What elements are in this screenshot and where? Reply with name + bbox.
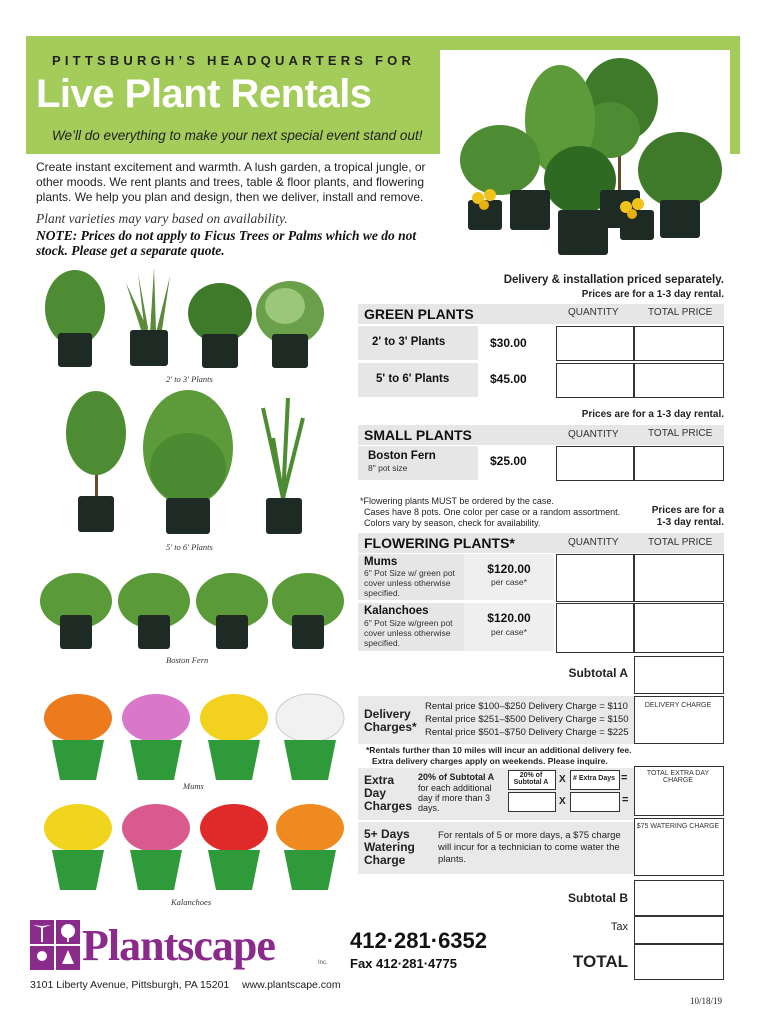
caption-large-plants: 5' to 6' Plants [166, 542, 213, 552]
caption-kalanchoes: Kalanchoes [171, 897, 212, 907]
tax-label: Tax [610, 921, 628, 933]
extra-day-eq-bottom: = [622, 794, 629, 806]
kalanchoes-quantity-input[interactable] [556, 603, 634, 653]
mums-detail: 6" Pot Size w/ green pot cover unless otherwise specified. [364, 568, 455, 598]
delivery-label-line-2: Charges* [364, 720, 417, 734]
varieties-note: Plant varieties may vary based on availability. [36, 211, 288, 226]
flowering-note-line-1: *Flowering plants MUST be ordered by the case. [360, 496, 554, 506]
flowering-note-line-2: Cases have 8 pots. One color per case or a random assortment. [364, 507, 621, 517]
extra-day-calc-b: # Extra Days [572, 775, 616, 782]
caption-boston-fern: Boston Fern [166, 655, 209, 665]
kalanchoes-image [38, 800, 348, 897]
kalanchoes-label: Kalanchoes [364, 605, 429, 617]
green-row-1-label: 2' to 3' Plants [372, 336, 446, 348]
watering-label-line-3: Charge [364, 853, 406, 867]
green-plants-title: GREEN PLANTS [364, 306, 474, 322]
company-website[interactable]: www.plantscape.com [242, 979, 341, 991]
green-row-1-total-input[interactable] [634, 326, 724, 361]
flowering-quantity-column-header: QUANTITY [568, 537, 619, 548]
extra-day-label [364, 774, 412, 813]
flowering-note-line-3: Colors vary by season, check for availability. [364, 518, 541, 528]
flowering-rental-note-line-1: Prices are for a [651, 505, 724, 516]
watering-label [364, 828, 415, 867]
palm-tree-icon [30, 920, 80, 972]
extra-days-value-input[interactable] [570, 792, 620, 812]
rental-note: Prices are for a 1-3 day rental. [581, 289, 724, 300]
extra-day-calc-a: 20% of Subtotal A [513, 772, 549, 786]
small-row-quantity-input[interactable] [556, 446, 634, 481]
kalanchoes-unit: per case* [491, 627, 527, 637]
subtotal-a-input[interactable] [634, 656, 724, 694]
small-plants-rental-note: Prices are for a 1-3 day rental. [581, 409, 724, 420]
mums-total-input[interactable] [634, 554, 724, 602]
mums-unit: per case* [491, 577, 527, 587]
green-row-2-quantity-input[interactable] [556, 363, 634, 398]
kalanchoes-total-input[interactable] [634, 603, 724, 653]
watering-label-line-2: Watering [364, 840, 415, 854]
delivery-footnote-line-2: Extra delivery charges apply on weekends. Please inquire. [372, 756, 608, 766]
total-extra-day-charge-label: TOTAL EXTRA DAY CHARGE [646, 770, 710, 784]
flowering-total-price-column-header: TOTAL PRICE [648, 537, 713, 548]
quantity-column-header: QUANTITY [568, 307, 619, 318]
caption-small-plants: 2' to 3' Plants [166, 374, 213, 384]
tax-input[interactable] [634, 916, 724, 944]
subtotal-b-input[interactable] [634, 880, 724, 916]
delivery-line-3: Rental price $501–$750 Delivery Charge = $225 [425, 727, 629, 738]
small-plants-image [30, 268, 330, 378]
delivery-footnote-line-1: *Rentals further than 10 miles will incur an additional delivery fee. [366, 745, 632, 755]
mums-quantity-input[interactable] [556, 554, 634, 602]
large-plants-image [48, 388, 308, 541]
plantscape-logo [30, 920, 80, 977]
header-tagline: We’ll do everything to make your next special event stand out! [52, 128, 423, 143]
total-price-column-header: TOTAL PRICE [648, 307, 713, 318]
small-plants-title: SMALL PLANTS [364, 427, 472, 443]
boston-fern-image [38, 563, 348, 658]
small-quantity-column-header: QUANTITY [568, 429, 619, 440]
small-total-price-column-header: TOTAL PRICE [648, 428, 713, 439]
revision-date: 10/18/19 [690, 996, 723, 1006]
price-note: NOTE: Prices do not apply to Ficus Trees or Palms which we do not stock. Please get a separate quote. [36, 228, 417, 258]
small-row-label: Boston Fern [368, 450, 436, 462]
kalanchoes-price: $120.00 [487, 611, 531, 625]
extra-day-eq-top: = [621, 772, 628, 784]
company-fax: Fax 412·281·4775 [350, 956, 457, 971]
extra-day-desc: for each additional day if more than 3 days. [418, 783, 492, 813]
small-row-price: $25.00 [490, 454, 527, 468]
delivery-line-2: Rental price $251–$500 Delivery Charge = $150 [425, 714, 629, 725]
header-kicker: PITTSBURGH’S HEADQUARTERS FOR [52, 53, 416, 68]
caption-mums: Mums [183, 781, 204, 791]
subtotal-a-label: Subtotal A [568, 666, 628, 680]
extra-day-subtotal-value-input[interactable] [508, 792, 556, 812]
green-row-1-quantity-input[interactable] [556, 326, 634, 361]
page-title: Live Plant Rentals [36, 72, 372, 116]
delivery-note: Delivery & installation priced separately. [503, 274, 724, 286]
delivery-label-line-1: Delivery [364, 707, 411, 721]
green-row-2-price: $45.00 [490, 372, 527, 386]
extra-day-x-bottom: X [559, 796, 566, 807]
watering-label-line-1: 5+ Days [364, 827, 410, 841]
watering-desc: For rentals of 5 or more days, a $75 charge will incur for a technician to come water the plants. [438, 830, 621, 865]
small-row-detail: 8" pot size [368, 463, 408, 473]
company-phone: 412·281·6352 [350, 928, 488, 953]
company-inc: Inc. [318, 960, 328, 966]
mums-image [38, 690, 348, 787]
mums-price: $120.00 [487, 562, 531, 576]
subtotal-b-label: Subtotal B [568, 891, 628, 905]
total-label: TOTAL [572, 952, 628, 971]
intro-text: Create instant excitement and warmth. A lush garden, a tropical jungle, or other moods. We rent plants and trees, table & floor plants, and flowering plants. We help you plan and design, then we deliver, install and remove. [36, 160, 426, 204]
watering-charge-label: $75 WATERING CHARGE [636, 823, 720, 830]
green-row-2-total-input[interactable] [634, 363, 724, 398]
delivery-charge-box-label: DELIVERY CHARGE [644, 702, 712, 709]
delivery-line-1: Rental price $100–$250 Delivery Charge = $110 [425, 701, 628, 712]
extra-day-x-top: X [559, 774, 566, 785]
extra-day-desc-bold: 20% of Subtotal A [418, 772, 495, 782]
flowering-title: FLOWERING PLANTS* [364, 535, 515, 551]
flowering-rental-note-line-2: 1-3 day rental. [656, 517, 724, 528]
total-input[interactable] [634, 944, 724, 980]
extra-day-label-line-2: Day [364, 786, 387, 800]
small-row-total-input[interactable] [634, 446, 724, 481]
company-name: Plantscape [82, 921, 275, 970]
mums-label: Mums [364, 556, 398, 568]
hero-plants-image [440, 50, 730, 260]
extra-day-label-line-1: Extra [364, 773, 395, 787]
company-address: 3101 Liberty Avenue, Pittsburgh, PA 15201 [30, 979, 230, 991]
green-row-1-price: $30.00 [490, 336, 527, 350]
extra-day-label-line-3: Charges [364, 799, 413, 813]
green-row-2-label: 5' to 6' Plants [376, 373, 450, 385]
kalanchoes-detail: 6" Pot Size w/green pot cover unless otherwise specified. [364, 618, 453, 648]
